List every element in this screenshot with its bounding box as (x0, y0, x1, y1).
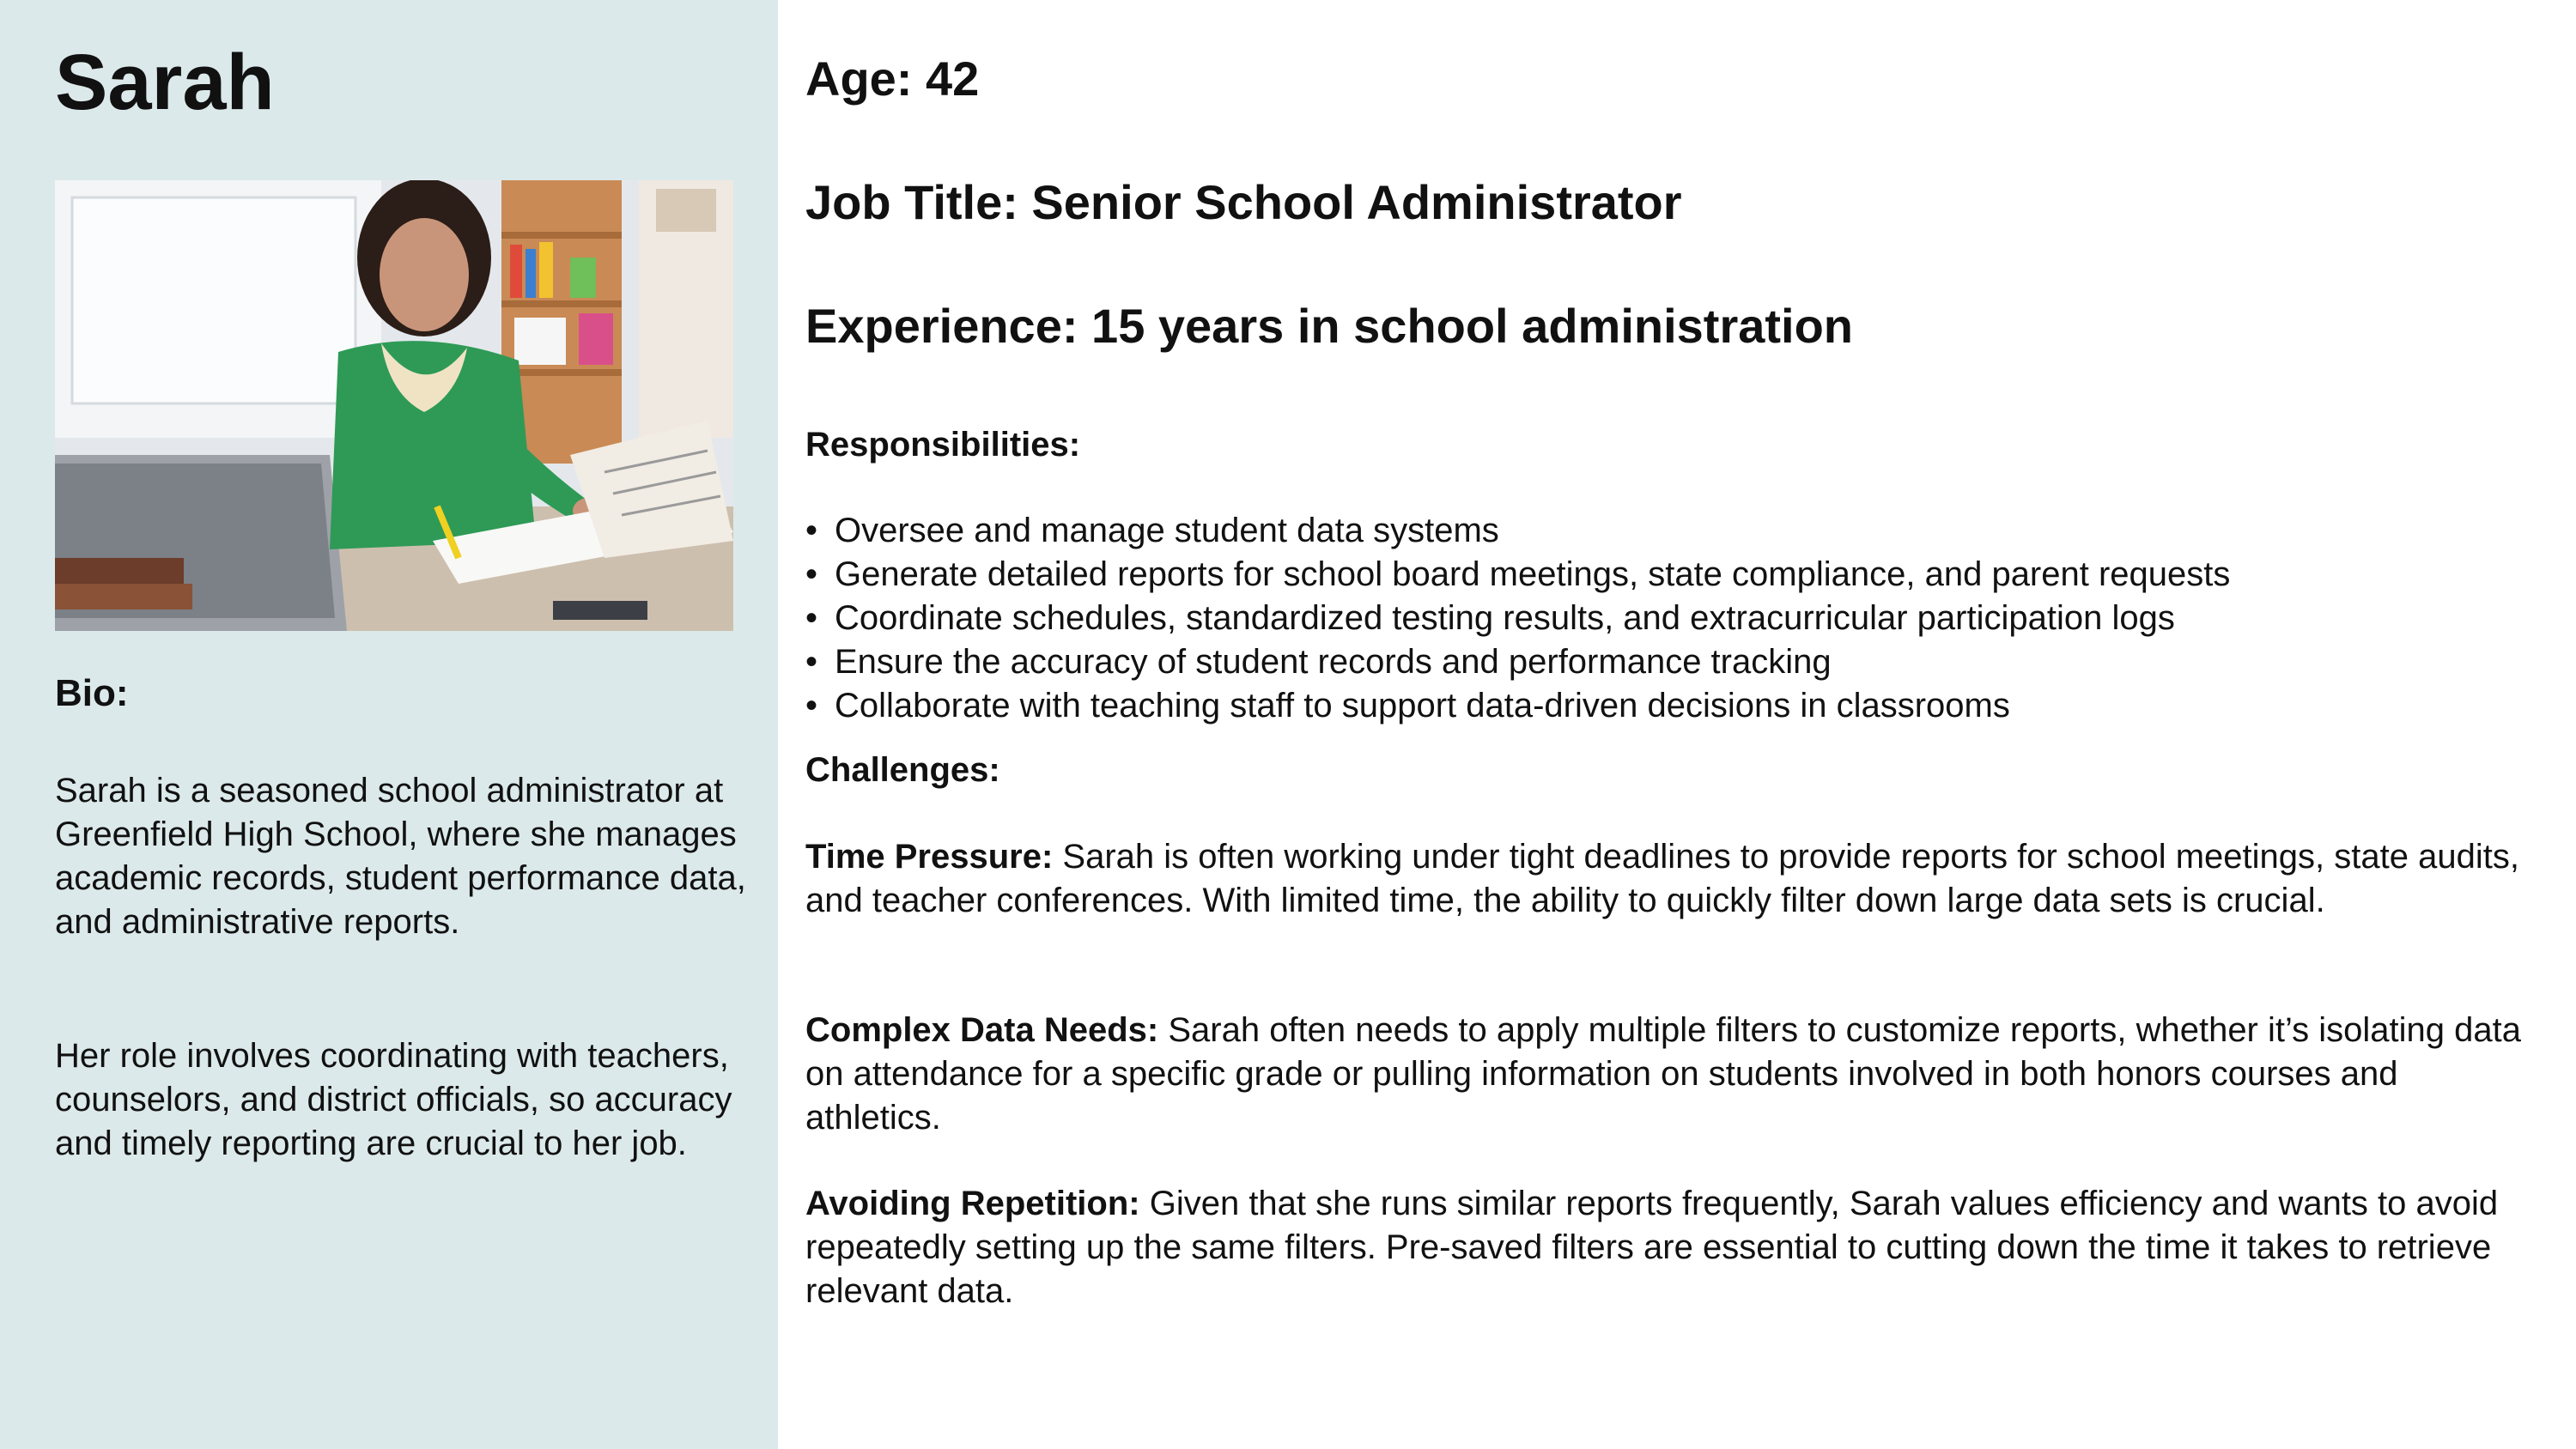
challenge-text: Sarah is often working under tight deadlines to provide reports for school meetings, state audits, and teacher conferences. With limited time, the ability to quickly filter down large data sets is crucial. (805, 838, 2519, 919)
bio-paragraph: Her role involves coordinating with teachers, counselors, and district officials, so accuracy and timely reporting are crucial to her job. (55, 1037, 732, 1162)
bullet-icon: • (805, 599, 818, 637)
persona-sidebar (0, 0, 778, 1449)
bullet-icon: • (805, 643, 818, 681)
persona-details (805, 0, 2549, 1449)
challenge-title: Time Pressure: (805, 838, 1054, 876)
list-item-text: Ensure the accuracy of student records and performance tracking (835, 643, 1832, 681)
bullet-icon: • (805, 687, 818, 724)
list-item (805, 509, 2230, 553)
challenges-heading: Challenges: (805, 751, 1000, 789)
challenge-item (805, 835, 2540, 923)
challenge-title: Avoiding Repetition: (805, 1185, 1140, 1222)
list-item (805, 553, 2230, 597)
list-item-text: Coordinate schedules, standardized testing results, and extracurricular participation logs (835, 599, 2175, 637)
challenge-item (805, 1009, 2540, 1140)
list-item (805, 684, 2230, 728)
responsibilities-list (805, 509, 2230, 728)
list-item (805, 597, 2230, 640)
bullet-icon: • (805, 512, 818, 549)
responsibilities-heading: Responsibilities: (805, 426, 1081, 464)
challenge-title: Complex Data Needs: (805, 1011, 1159, 1049)
list-item (805, 640, 2230, 684)
list-item-text: Oversee and manage student data systems (835, 512, 1499, 549)
list-item-text: Collaborate with teaching staff to support data-driven decisions in classrooms (835, 687, 2010, 724)
bio-paragraph: Sarah is a seasoned school administrator at Greenfield High School, where she manages academic records, student performance data, and administrative reports. (55, 772, 746, 941)
age-line: Age: 42 (805, 52, 980, 106)
experience-line: Experience: 15 years in school administration (805, 299, 1853, 353)
bullet-icon: • (805, 555, 818, 593)
challenge-text: Given that she runs similar reports frequently, Sarah values efficiency and wants to avoid repeatedly setting up the same filters. Pre-saved filters are essential to cutting down the time it takes to retrieve relevant data. (805, 1185, 2499, 1310)
job-title-line: Job Title: Senior School Administrator (805, 175, 1682, 229)
challenge-text: Sarah often needs to apply multiple filters to customize reports, whether it’s isolating data on attendance for a specific grade or pulling information on students involved in both honors courses and athletics. (805, 1011, 2521, 1137)
bio-heading: Bio: (55, 672, 129, 714)
list-item-text: Generate detailed reports for school board meetings, state compliance, and parent requests (835, 555, 2231, 593)
persona-photo (55, 180, 733, 631)
challenge-item (805, 1182, 2540, 1313)
persona-name: Sarah (55, 39, 275, 126)
